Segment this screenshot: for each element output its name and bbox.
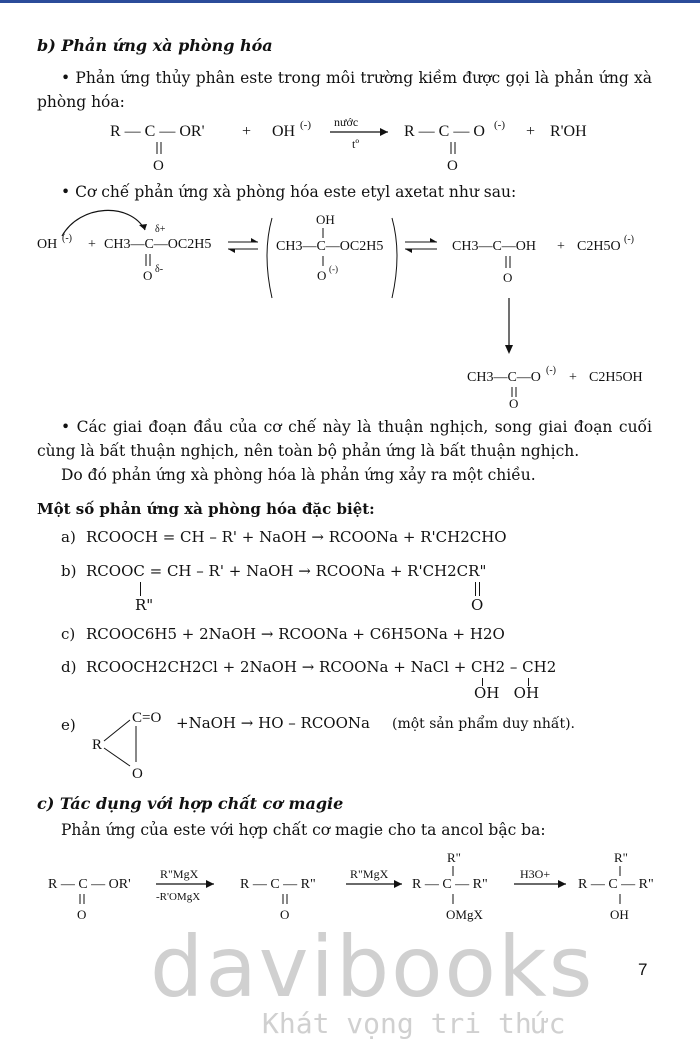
mech-ester-o: O: [143, 268, 153, 283]
eq-carboxylate: R — C — O: [404, 123, 485, 140]
epoxide-carbonyl: C=O: [132, 710, 162, 726]
eq-alcohol: R'OH: [550, 123, 587, 140]
mech-ester: CH3—C—OC2H5: [104, 237, 212, 252]
top-rule: [0, 0, 700, 3]
section-c-intro: Phản ứng của este với hợp chất cơ magie cho ta ancol bậc ba:: [61, 821, 546, 839]
mech-intermediate: CH3—C—OC2H5: [276, 239, 384, 254]
epoxide-r: R: [92, 737, 103, 753]
grignard-byproduct: -R'OMgX: [156, 891, 201, 903]
mech-delta-minus: δ-: [155, 264, 164, 275]
mech-intermediate-charge: (-): [329, 264, 338, 274]
reaction-e: +NaOH → HO – RCOONa: [176, 714, 370, 732]
section-b-heading: b) Phản ứng xà phòng hóa: [37, 36, 273, 55]
eq-arrow-bottom: tº: [352, 137, 360, 151]
mech-intermediate-oh: OH: [316, 212, 335, 227]
mech-hydroxide: OH: [37, 237, 58, 252]
mech-intermediate-o: O: [317, 268, 327, 283]
section-b-intro: • Phản ứng thủy phân este trong môi trường kiềm được gọi là phản ứng xà phòng hóa:: [37, 69, 652, 111]
mech-plus-3: +: [569, 370, 577, 385]
reaction-b-bond-right-2: [479, 582, 480, 596]
eq-hydroxide-charge: (-): [300, 119, 311, 131]
reaction-b-bond-left: [140, 582, 141, 596]
section-c-heading: c) Tác dụng với hợp chất cơ magie: [37, 794, 344, 813]
watermark-tagline: Khát vọng tri thức: [262, 1007, 566, 1040]
mech-hydroxide-charge: (-): [62, 233, 72, 244]
reaction-e-label: e): [61, 716, 76, 734]
mechanism-intro: • Cơ chế phản ứng xà phòng hóa este etyl axetat như sau:: [61, 183, 517, 201]
grignard-equation: [0, 846, 700, 926]
reaction-d-sub: OH OH: [474, 684, 540, 702]
grignard-alkoxide-top: R": [447, 850, 461, 865]
reaction-b-sub-right: O: [471, 596, 484, 614]
eq-plus-1: +: [242, 123, 252, 140]
reaction-c: RCOOC6H5 + 2NaOH → RCOONa + C6H5ONa + H2O: [86, 625, 505, 643]
page-number: 7: [638, 960, 648, 979]
mech-acetic-acid: CH3—C—OH: [452, 239, 537, 254]
grignard-reagent-3: H3O+: [520, 867, 551, 881]
reaction-b-label: b): [61, 562, 77, 580]
mech-delta-plus: δ+: [155, 224, 166, 235]
reaction-a-label: a): [61, 528, 76, 546]
grignard-alkoxide: R — C — R": [412, 877, 488, 892]
mech-plus: +: [88, 237, 96, 252]
epoxide-o: O: [132, 766, 143, 782]
equation-saponification: [0, 112, 700, 174]
watermark-logo: davibooks: [150, 918, 595, 1016]
grignard-reagent-1: R"MgX: [160, 867, 199, 881]
grignard-reagent-2: R"MgX: [350, 867, 389, 881]
mech-acetate: CH3—C—O: [467, 370, 541, 385]
eq-carbonyl-o: O: [153, 158, 164, 174]
mechanism-note: • Các giai đoạn đầu của cơ chế này là thuận nghịch, song giai đoạn cuối cùng là bất thuận nghịch, nên toàn bộ phản ứng là bất thuận nghịch.: [37, 418, 652, 460]
grignard-alcohol: R — C — R": [578, 877, 654, 892]
mech-ethoxide: C2H5O: [577, 239, 621, 254]
special-heading: Một số phản ứng xà phòng hóa đặc biệt:: [37, 500, 375, 518]
eq-arrow-top: nước: [334, 115, 359, 129]
reaction-e-note: (một sản phẩm duy nhất).: [392, 716, 576, 732]
reaction-b-bond-right-1: [475, 582, 476, 596]
mech-acid-o: O: [503, 270, 513, 285]
grignard-ester-o: O: [77, 907, 87, 922]
reaction-a: RCOOCH = CH – R' + NaOH → RCOONa + R'CH2CHO: [86, 528, 507, 546]
mechanism-diagram: [0, 204, 700, 410]
grignard-ketone-o: O: [280, 907, 290, 922]
grignard-alcohol-bottom: OH: [610, 907, 629, 922]
reaction-d: RCOOCH2CH2Cl + 2NaOH → RCOONa + NaCl + CH2 – CH2: [86, 658, 557, 676]
reaction-b: RCOOC = CH – R' + NaOH → RCOONa + R'CH2CR": [86, 562, 487, 580]
eq-carboxylate-charge: (-): [494, 119, 505, 131]
mechanism-conclusion: Do đó phản ứng xà phòng hóa là phản ứng xảy ra một chiều.: [61, 466, 536, 484]
mech-ethoxide-charge: (-): [624, 234, 634, 245]
mech-acetate-o: O: [509, 396, 519, 410]
mech-acetate-charge: (-): [546, 365, 556, 376]
eq-ester: R — C — OR': [110, 123, 205, 140]
grignard-alcohol-top: R": [614, 850, 628, 865]
mech-plus-2: +: [557, 239, 565, 254]
eq-hydroxide: OH: [272, 123, 296, 140]
grignard-ketone: R — C — R": [240, 877, 316, 892]
reaction-c-label: c): [61, 625, 76, 643]
eq-plus-2: +: [526, 123, 536, 140]
reaction-d-label: d): [61, 658, 77, 676]
mech-ethanol: C2H5OH: [589, 370, 643, 385]
grignard-ester: R — C — OR': [48, 877, 131, 892]
grignard-alkoxide-bottom: OMgX: [446, 907, 483, 922]
eq-carboxylate-o: O: [447, 158, 458, 174]
reaction-b-sub-left: R": [135, 596, 154, 614]
